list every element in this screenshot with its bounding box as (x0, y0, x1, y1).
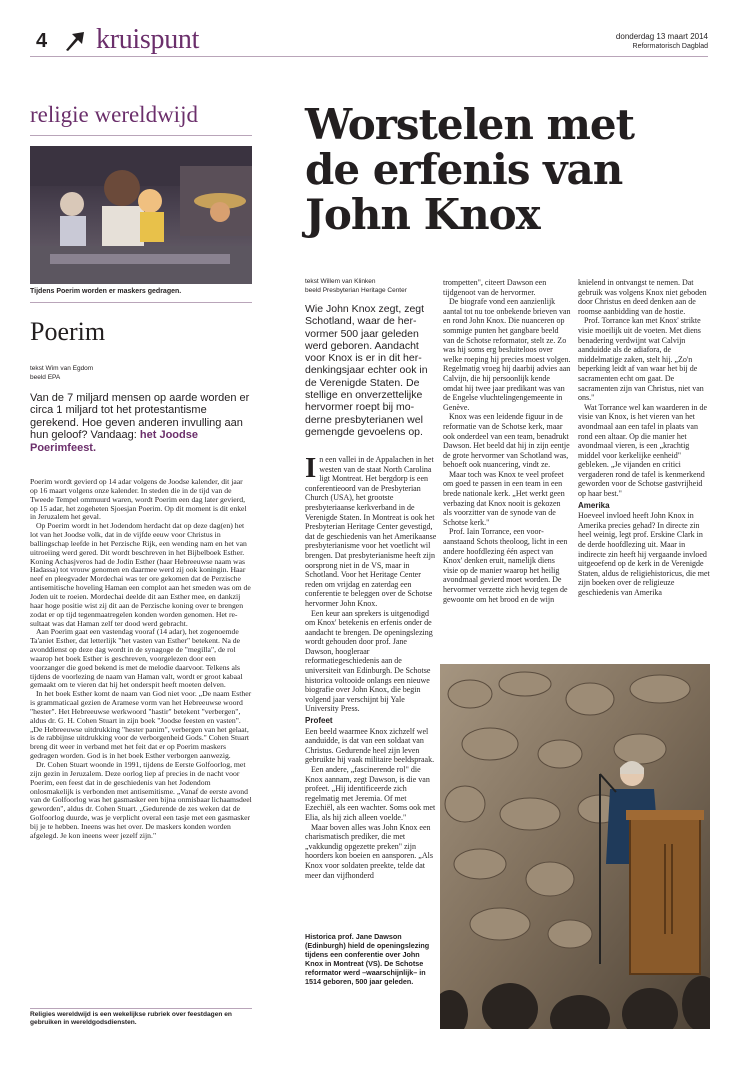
sidebar-paragraph: In het boek Esther komt de naam van God niet voor. „De naam Esther is grammaticaal gezien de Aramese vorm van het Hebreeuwse woord "hester". Het Hebreeuwse werkwoord "hastir" betekent "verbergen", aldus dr. G. H. Cohen Stuart in zijn boek "Joodse feesten en vasten". „De Hebreeuwse uitdrukking "hester panim", verbergen van het gelaat, is de rabbijnse uitdrukking voor de verborgenheid Gods." Cohen Stuart breng dit weer in verband met het feit dat er op Poerim maskers gedragen worden. God is in het boek Esther verborgen aanwezig. (30, 689, 252, 761)
subhead-amerika: Amerika (578, 500, 610, 510)
article-photo-caption: Historica prof. Jane Dawson (Edinburgh) hield de openingslezing tijdens een conferentie over John Knox in Montreat (VS). De Schotse reformator werd –waarschijnlijk– in 1514 geboren, 500 jaar geleden. (305, 932, 430, 986)
article-lead: Wie John Knox zegt, zegt Schotland, waar de hervormer 500 jaar geleden werd geboren. Aandacht voor Knox is er in dit herdenkingsjaar echter ook in de Verenigde Staten. De stellige en onverzettelijke hervormer roept bij moderne presbyterianen wel gemengde gevoelens op. (305, 303, 428, 438)
article-paragraph: Een andere, „fascinerende rol" die Knox aannam, zegt Dawson, is die van profeet. „Hij identificeerde zich regelmatig met Jeremia. Of met Ezechiël, als een wachter. Soms ook met Elia, als hij zich alleen voelde." (305, 765, 436, 822)
article-paragraph: Prof. Torrance kan met Knox' strikte visie moeilijk uit de voeten. Met diens benadering verdwijnt wat Calvijn aanduidde als de adiafora, de middelmatige zaken, stelt hij. „Zo'n beperking leidt af van waar het bij de sacramenten echt om gaat. De sacramenten zijn van Christus, niet van ons." (578, 316, 704, 403)
caption-rule (30, 302, 252, 303)
article-paragraph: Hoeveel invloed heeft John Knox in Amerika precies gehad? In directe zin heel weinig, legt prof. Erskine Clark in de derde hoofdlezing uit. Maar in indirecte zin heeft hij vergaande invloed uitgeoefend op de kerk in de Verenigde Staten, aldus de religiehistoricus, die met zijn boeken over de religieuze geschiedenis van Amerika (578, 511, 710, 597)
sidebar-paragraph: Poerim wordt gevierd op 14 adar volgens de Joodse kalender, dit jaar op 16 maart volgens onze kalender. In steden die in de tijd van de Tweede Tempel ommuurd waren, wordt Poerim een dag later gevierd, op 15 adar, het zogeheten Sjoesjan Poerim. Op dit moment is dit enkel in Jeruzalem het geval. (30, 477, 247, 522)
header-rule (30, 56, 708, 57)
article-paragraph: Prof. Iain Torrance, een vooraanstaand Schots theoloog, licht in een andere hoofdlezing één aspect van Knox' denken eruit, namelijk diens visie op de manier waarop het heilig avondmaal gevierd moet worden. De hervormer verzette zich hevig tegen de gewoonte om het brood en de wijn (443, 527, 568, 604)
sidebar-paragraph: Op Poerim wordt in het Jodendom herdacht dat op deze dag(en) het lot van het Joodse volk, dat in de vijfde eeuw voor Christus in ballingschap leefde in het Perzische Rijk, een wending nam en het van uitroeiing werd gered. Dit wordt beschreven in het Bijbelboek Esther. Koning Achasjveros had de Jodin Esther (haar Hebreeuwse naam was Hadassa) tot vrouw genomen en daarmee werd zij ook koningin. Haar neef en pleegvader Mordechai was ter ore gekomen dat de Perzische antisemitische hoveling Haman een complot aan het smeden was om de Joden uit te roeien. Mordechai deelde dit aan Esther mee, en dankzij haar hoge positie wist zij dit aan de Perzische koning over te brengen zodat er op tijd tegenmaatregelen konden worden genomen. Het resultaat was dat Haman zelf ter dood werd gebracht. (30, 521, 251, 628)
sidebar-intro-text: Van de 7 miljard mensen op aarde worden er circa 1 miljard tot het protestantisme gerekend. Hoe geven anderen invulling aan hun geloof? Vandaag: (30, 392, 250, 442)
sidebar-credit-photo: beeld EPA (30, 374, 61, 381)
headline-line: de erfenis van (305, 145, 623, 194)
page-number: 4 (36, 30, 48, 52)
kruispunt-logo-icon (64, 30, 88, 52)
article-paragraph: Wat Torrance wel kan waarderen in de visie van Knox, is het vieren van het avondmaal aan een tafel in plaats van rond een altaar. Op die manier het avondmaal vieren, is een „krachtig middel voor kerkelijke eenheid" gebleken. „Je vijanden en critici vergaderen rond de tafel is kenmerkend geworden voor de Schotse gastvrijheid op haar best." (578, 402, 708, 499)
sidebar-title: Poerim (30, 317, 106, 346)
sidebar-intro (30, 392, 252, 454)
article-headline (305, 102, 715, 237)
article-paragraph: Een beeld waarmee Knox zichzelf wel aanduidde, is dat van een soldaat van Christus. Gedurende heel zijn leven gebruikte hij vaak militaire beeldspraak. (305, 726, 435, 765)
article-paragraph: De biografe vond een aanzienlijk aantal tot nu toe onbekende brieven van en rond John Knox. Die nuanceren op sommige punten het gangbare beeld van de Schotse reformator, stelt ze. Zo was hij soms erg besluiteloos over welke roeping hij precies moest volgen. Regelmatig vroeg hij daarbij advies aan Calvijn, die hij persoonlijk kende omdat hij twee jaar predikant was van de Engelse vluchtelingengemeente in Genève. (443, 297, 571, 412)
article-column-2 (443, 278, 571, 604)
article-paragraph: Maar boven alles was John Knox een charismatisch prediker, die met „vakkundig opgezette preken" zijn hoorders kon boeien en aansporen. „Als Knox voor soldaten preekte, telde dat meer dan vijfhonderd (305, 822, 433, 880)
article-column-1 (305, 452, 437, 880)
issue-date: donderdag 13 maart 2014 (615, 32, 708, 41)
newspaper-name: Reformatorisch Dagblad (632, 43, 708, 50)
poerim-photo (30, 146, 252, 284)
sidebar-footer-rule (30, 1008, 252, 1009)
sidebar-paragraph: Dr. Cohen Stuart woonde in 1991, tijdens de Eerste Golfoorlog, met zijn gezin in Jeruzalem. Deze oorlog liep af precies in de nacht voor Poerim, een feest dat in de geschiedenis van het Jodendom onlosmakelijk is verbonden met antisemitisme. „Vanaf de eerste avond van de Golfoorlog was het gasmasker een bijna onmisbaar lichaamsdeel geworden", aldus dr. Cohen Stuart. „Gedurende de zes weken dat de Golfoorlog duurde, was je verplicht overal een tasje met een gasmasker bij je te hebben. Ineens was het over. De maskers konden worden afgelegd. Je kon ineens weer jezelf zijn." (30, 760, 252, 840)
article-credit-text: tekst Willem van Klinken (305, 278, 376, 285)
sidebar-credit-text: tekst Wim van Egdom (30, 365, 94, 372)
drop-cap: I (305, 452, 317, 484)
section-title: kruispunt (96, 24, 200, 55)
headline-line: John Knox (305, 190, 540, 239)
rubric-title: religie wereldwijd (30, 102, 198, 127)
article-paragraph: trompetten", citeert Dawson een tijdgenoot van de hervormer. (443, 278, 547, 297)
article-paragraph: Knox was een leidende figuur in de reformatie van de Schotse kerk, maar ook onderdeel van een team, benadrukt Dawson. Het beeld dat hij in zijn eentje de grote hervormer van Schotland was, behoeft ook nuancering, vindt ze. (443, 412, 570, 470)
article-column-3 (578, 278, 710, 598)
article-credit-photo: beeld Presbyterian Heritage Center (305, 287, 407, 294)
sidebar-intro-highlight: het Joodse Poerimfeest. (30, 429, 198, 454)
subhead-profeet: Profeet (305, 716, 333, 726)
rubric-rule (30, 135, 252, 136)
article-paragraph: In een vallei in de Appalachen in het westen van de staat North Carolina ligt Montreat. Het bergdorp is een conferentieoord van de Presbyterian Church (USA), het grootste presbyteriaanse kerkverband in de Verenigde Staten. In Montreat is ook het Presbyterian Heritage Center gevestigd, dat de geschiedenis van het Amerikaanse presbyterianisme voor het voetlicht wil brengen. Dat presbyterianisme heeft zijn oorsprong niet in de VS, maar in Schotland. Voor het Heritage Center reden om vrijdag en zaterdag een conferentie te beleggen over de Schotse hervormer John Knox. (305, 452, 437, 608)
sidebar-paragraph: Aan Poerim gaat een vastendag vooraf (14 adar), het zogenoemde Ta'aniet Esther, dat letterlijk "het vasten van Esther" betekent. Na de avonddienst op deze dag wordt in de synagoge de "megilla", de rol waarop het boek Esther is geschreven, voorgelezen door een voorzanger die goed bekend is met de melodie daarvoor. Telkens als tijdens de voorlezing de naam van Haman valt, wordt er groot kabaal gemaakt om te vieren dat hij het onderspit heeft moeten delven. (30, 627, 243, 690)
sidebar-footer-note: Religies wereldwijd is een wekelijkse rubriek over feestdagen en gebruiken in wereldgodsdiensten. (30, 1011, 232, 1026)
dawson-lecture-photo (440, 664, 710, 1029)
sidebar-body (30, 478, 252, 841)
sidebar-photo-caption: Tijdens Poerim worden er maskers gedragen. (30, 288, 182, 295)
article-paragraph: Een keur aan sprekers is uitgenodigd om Knox' betekenis en erfenis onder de aandacht te brengen. De openingslezing wordt gehouden door prof. Jane Dawson, hoogleraar reformatiegeschiedenis aan de universiteit van Edinburgh. De Schotse historica voltooide onlangs een nieuwe biografie over John Knox, die begin volgend jaar verschijnt bij Yale University Press. (305, 608, 433, 714)
article-paragraph: Maar toch was Knox te veel profeet om goed te passen in een team in een brede nationale kerk. „Het werkt geen verbazing dat Knox nooit is gekozen als voorzitter van de synode van de Schotse kerk." (443, 469, 565, 527)
headline-line: Worstelen met (305, 100, 635, 149)
article-paragraph: knielend in ontvangst te nemen. Dat gebruik was volgens Knox niet geboden door Christus en deed denken aan de roomse aanbidding van de hostie. (578, 278, 707, 316)
